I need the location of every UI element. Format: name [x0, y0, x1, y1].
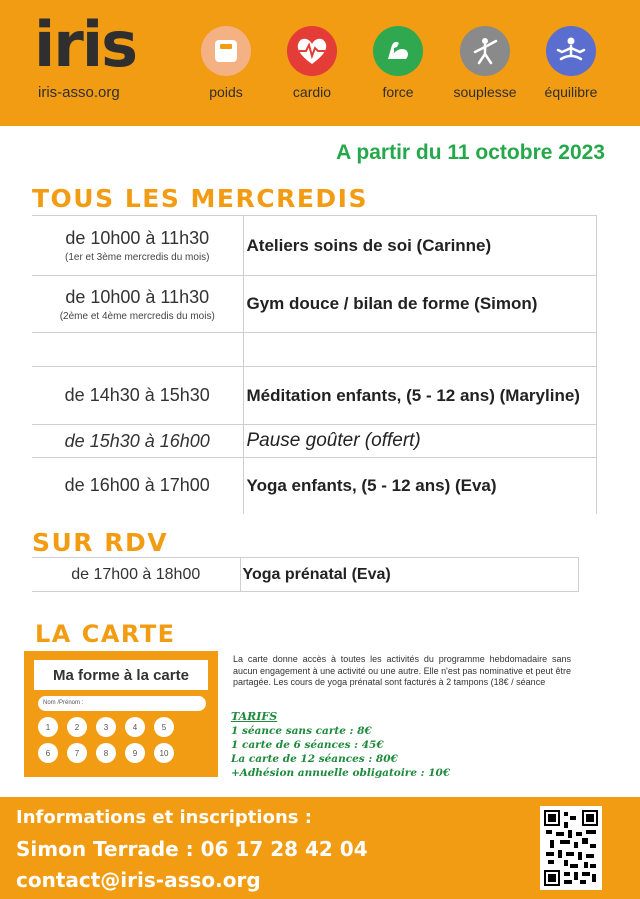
category-cardio: cardio — [272, 26, 352, 100]
pricing-block — [231, 710, 450, 780]
table-row — [32, 216, 597, 276]
activity-cell: Méditation enfants, (5 - 12 ans) (Maryline) — [243, 367, 597, 425]
pricing-line: 1 carte de 6 séances : 45€ — [231, 739, 384, 751]
loyalty-card-image — [24, 651, 218, 777]
contact-email[interactable]: contact@iris-asso.org — [16, 868, 261, 892]
time-cell: de 17h00 à 18h00 — [32, 558, 240, 592]
stamp-slot: 3 — [96, 717, 116, 737]
table-row — [32, 367, 597, 425]
meditating-person-icon — [546, 26, 596, 76]
pricing-line: 1 séance sans carte : 8€ — [231, 725, 372, 737]
stamp-slot: 9 — [125, 743, 145, 763]
stamp-slot: 10 — [154, 743, 174, 763]
heart-pulse-icon — [287, 26, 337, 76]
activity-cell: Ateliers soins de soi (Carinne) — [243, 216, 597, 276]
stamp-grid — [38, 717, 174, 763]
time-cell: de 14h30 à 15h30 — [32, 367, 243, 425]
category-force: force — [358, 26, 438, 100]
stamp-slot: 4 — [125, 717, 145, 737]
pricing-heading: TARIFS — [231, 710, 278, 723]
activity-cell: Yoga enfants, (5 - 12 ans) (Eva) — [243, 458, 597, 514]
category-poids: poids — [186, 26, 266, 100]
time-cell: de 16h00 à 17h00 — [32, 458, 243, 514]
stamp-slot: 7 — [67, 743, 87, 763]
card-heading: Ma forme à la carte — [34, 660, 208, 690]
info-heading: Informations et inscriptions : — [16, 807, 312, 828]
stamp-slot: 5 — [154, 717, 174, 737]
time-cell — [32, 333, 243, 367]
stamp-slot: 2 — [67, 717, 87, 737]
time-cell: de 15h30 à 16h00 — [32, 425, 243, 458]
pricing-line: +Adhésion annuelle obligatoire : 10€ — [231, 767, 451, 779]
appointment-title: SUR RDV — [32, 528, 169, 557]
stamp-slot: 8 — [96, 743, 116, 763]
iris-logo: iris — [34, 8, 136, 81]
header-banner — [0, 0, 640, 126]
stretching-person-icon — [460, 26, 510, 76]
category-equilibre: équilibre — [531, 26, 611, 100]
scale-icon — [201, 26, 251, 76]
flexed-arm-icon — [373, 26, 423, 76]
pricing-line: La carte de 12 séances : 80€ — [231, 753, 398, 765]
weekly-schedule-table — [32, 215, 597, 514]
table-row — [32, 276, 597, 333]
table-row — [32, 458, 597, 514]
table-row — [32, 558, 579, 592]
qr-code-icon[interactable] — [540, 806, 602, 890]
card-description: La carte donne accès à toutes les activités du programme hebdomadaire sans aucun engagement à une activité ou une autre. Elle n'est pas nominative et peut être partagée. Les cours de yoga prénatal sont facturés à 2 tampons (18€ / séance — [233, 654, 571, 687]
activity-cell: Yoga prénatal (Eva) — [240, 558, 579, 592]
activity-cell: Pause goûter (offert) — [243, 425, 597, 458]
appointment-table — [32, 557, 579, 592]
table-row — [32, 425, 597, 458]
card-name-field: Nom /Prénom : — [38, 696, 206, 711]
card-title: LA CARTE — [35, 620, 176, 648]
stamp-slot: 6 — [38, 743, 58, 763]
contact-phone[interactable]: Simon Terrade : 06 17 28 42 04 — [16, 837, 368, 861]
stamp-slot: 1 — [38, 717, 58, 737]
time-cell: de 10h00 à 11h30 (2ème et 4ème mercredis du mois) — [32, 276, 243, 333]
category-souplesse: souplesse — [445, 26, 525, 100]
weekly-title: TOUS LES MERCREDIS — [32, 184, 368, 213]
website-url[interactable]: iris-asso.org — [38, 84, 120, 101]
activity-cell: Gym douce / bilan de forme (Simon) — [243, 276, 597, 333]
start-date: A partir du 11 octobre 2023 — [336, 141, 605, 164]
table-row-empty — [32, 333, 597, 367]
activity-cell — [243, 333, 597, 367]
time-cell: de 10h00 à 11h30 (1er et 3ème mercredis du mois) — [32, 216, 243, 276]
